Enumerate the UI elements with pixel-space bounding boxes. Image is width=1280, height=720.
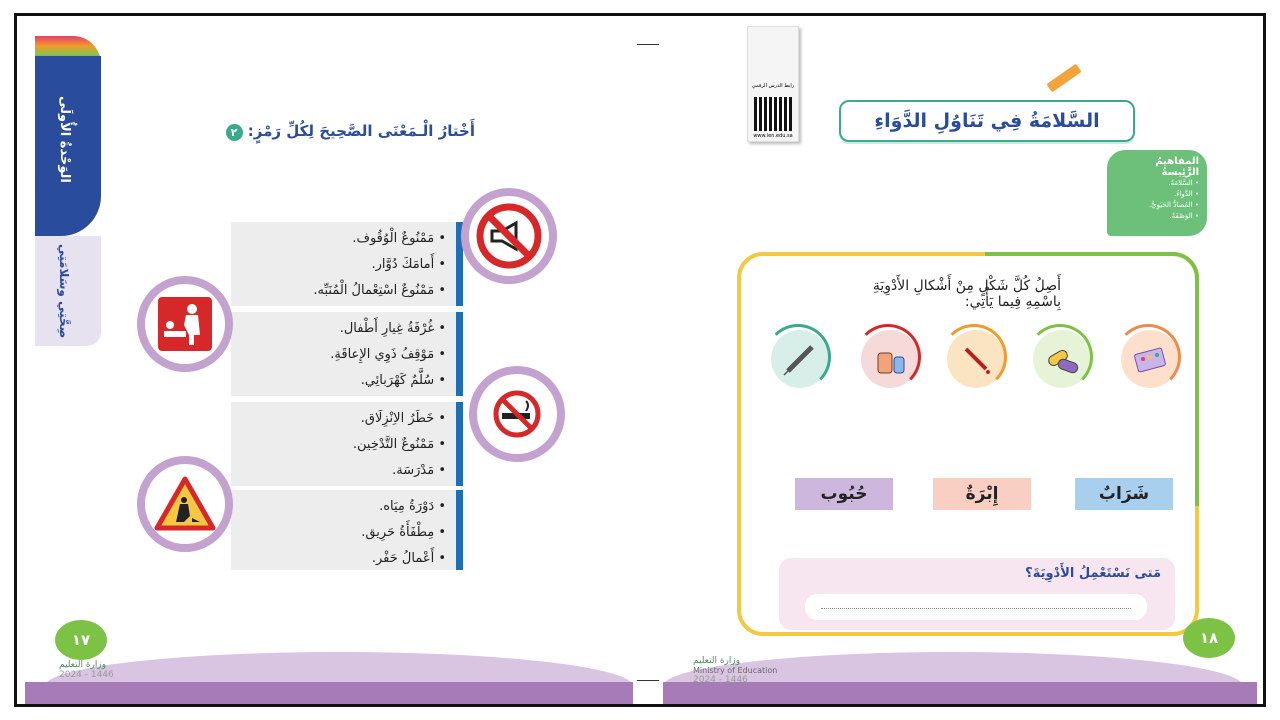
ring <box>855 324 921 390</box>
theme-title: صِحَّتِي وسَلامَتِي <box>57 244 71 339</box>
option-item[interactable]: • دَوْرَةُ مِيَاه. <box>379 499 446 514</box>
options-group-3 <box>231 402 463 486</box>
no-horn-sign-icon <box>476 203 542 269</box>
key-concept-item: • الدَّواءُ. <box>1174 190 1199 198</box>
road-works-icon <box>154 476 216 532</box>
options-group-4 <box>231 490 463 570</box>
page-number-badge: ١٨ <box>1183 618 1235 658</box>
qr-url: www.ien.edu.sa <box>753 133 793 139</box>
when-question: مَتى نَسْتَعْمِلُ الأَدْوِيَةَ؟ <box>1025 566 1161 581</box>
ring <box>941 324 1007 390</box>
option-item[interactable]: • مَدْرَسَة. <box>392 463 446 478</box>
ministry-name-ar: وزارة التعليم <box>59 660 107 670</box>
page-bottom-wave <box>45 652 633 686</box>
option-item[interactable]: • أَعْمالُ حَفْر. <box>371 551 446 566</box>
baby-changing-icon <box>156 295 214 353</box>
unit-side-tab <box>35 26 101 346</box>
page-number-badge: ١٧ <box>55 620 107 660</box>
when-question-box <box>779 558 1175 630</box>
label-pills[interactable]: حُبُوب <box>795 478 893 510</box>
options-group-2 <box>231 312 463 396</box>
pencil-icon <box>1046 64 1081 93</box>
medicine-item[interactable] <box>947 330 1005 388</box>
question-text: أَخْتارُ الْـمَعْنَى الصَّحِيحَ لِكُلِّ رَمْزٍ: <box>247 122 475 140</box>
qr-label: رابط الدرس الرقمي <box>751 83 795 89</box>
qr-card[interactable] <box>747 26 799 142</box>
ministry-logo <box>693 656 777 685</box>
unit-tab-blue <box>35 56 101 236</box>
key-concepts-bubble <box>1107 150 1207 236</box>
key-concepts-title: المفاهيمُ الرَّئِيسةُ <box>1155 156 1199 178</box>
ring <box>1115 324 1181 390</box>
spine-gutter <box>633 16 663 704</box>
page-bottom-band <box>663 682 1257 704</box>
option-item[interactable]: • غُرْفَةُ غِيارِ أَطْفال. <box>339 321 446 336</box>
ministry-year: 2024 - 1446 <box>693 675 748 685</box>
ministry-logo <box>59 660 114 680</box>
medicine-item[interactable] <box>1121 330 1179 388</box>
key-concept-item: • الوَصْفَةُ. <box>1169 212 1199 220</box>
answer-line-input[interactable] <box>805 594 1147 620</box>
book-spread <box>14 13 1266 707</box>
unit-title: الوَحْدةُ الأُولَى <box>57 96 72 183</box>
right-page <box>663 16 1257 704</box>
no-smoking-icon <box>492 389 542 439</box>
ring <box>1027 324 1093 390</box>
ring <box>765 324 831 390</box>
ministry-name-ar: وزارة التعليم <box>693 656 741 666</box>
page-bottom-band <box>25 682 633 704</box>
theme-tab <box>35 236 101 346</box>
symbol-bubble-4 <box>137 456 233 552</box>
option-item[interactable]: • مَوْقِفُ ذَوِي الإِعاقَةِ. <box>330 347 446 362</box>
question-title <box>215 122 475 141</box>
label-syrup[interactable]: شَرَابٌ <box>1075 478 1173 510</box>
option-item[interactable]: • مَمْنُوعٌ اسْتِعْمالُ الْمُنَبِّه. <box>313 283 446 298</box>
medicine-item[interactable] <box>771 330 829 388</box>
label-injection[interactable]: إِبْرَةٌ <box>933 478 1031 510</box>
activity-instruction: أَصِلُ كُلَّ شَكْلٍ مِنْ أَشْكالِ الأَدْوِيَةِ بِاسْمِهِ فِيما يَأْتِي: <box>872 278 1061 310</box>
symbol-bubble-1 <box>461 188 557 284</box>
symbol-bubble-2 <box>137 276 233 372</box>
symbol-bubble-3 <box>469 366 565 462</box>
option-item[interactable]: • سُلَّمٌ كَهْرَبائِي. <box>360 373 446 388</box>
options-group-1 <box>231 222 463 306</box>
option-item[interactable]: • خَطَرُ الاِنْزِلَاق. <box>360 411 446 426</box>
activity-box <box>737 252 1199 636</box>
key-concept-item: • المُضادُّ الحَيَوِيُّ. <box>1148 201 1199 209</box>
medicine-item[interactable] <box>861 330 919 388</box>
lesson-title: السَّلامَةُ فِي تَنَاوُلِ الدَّوَاءِ <box>839 100 1135 142</box>
option-item[interactable]: • أَمامَكَ دُوَّار. <box>371 257 446 272</box>
qr-code-icon[interactable] <box>754 97 792 131</box>
left-page <box>25 16 633 704</box>
option-item[interactable]: • مِطْفَأَةُ حَرِيق. <box>361 525 446 540</box>
ministry-year: 2024 - 1446 <box>59 670 114 680</box>
medicine-item[interactable] <box>1033 330 1091 388</box>
option-item[interactable]: • مَمْنُوعٌ الْوُقُوف. <box>352 231 446 246</box>
ministry-name-en: Ministry of Education <box>693 666 778 675</box>
option-item[interactable]: • مَمْنُوعٌ التَّدْخِين. <box>352 437 446 452</box>
key-concept-item: • السَّلامَةُ. <box>1168 179 1199 187</box>
question-number: ٢ <box>226 124 243 141</box>
